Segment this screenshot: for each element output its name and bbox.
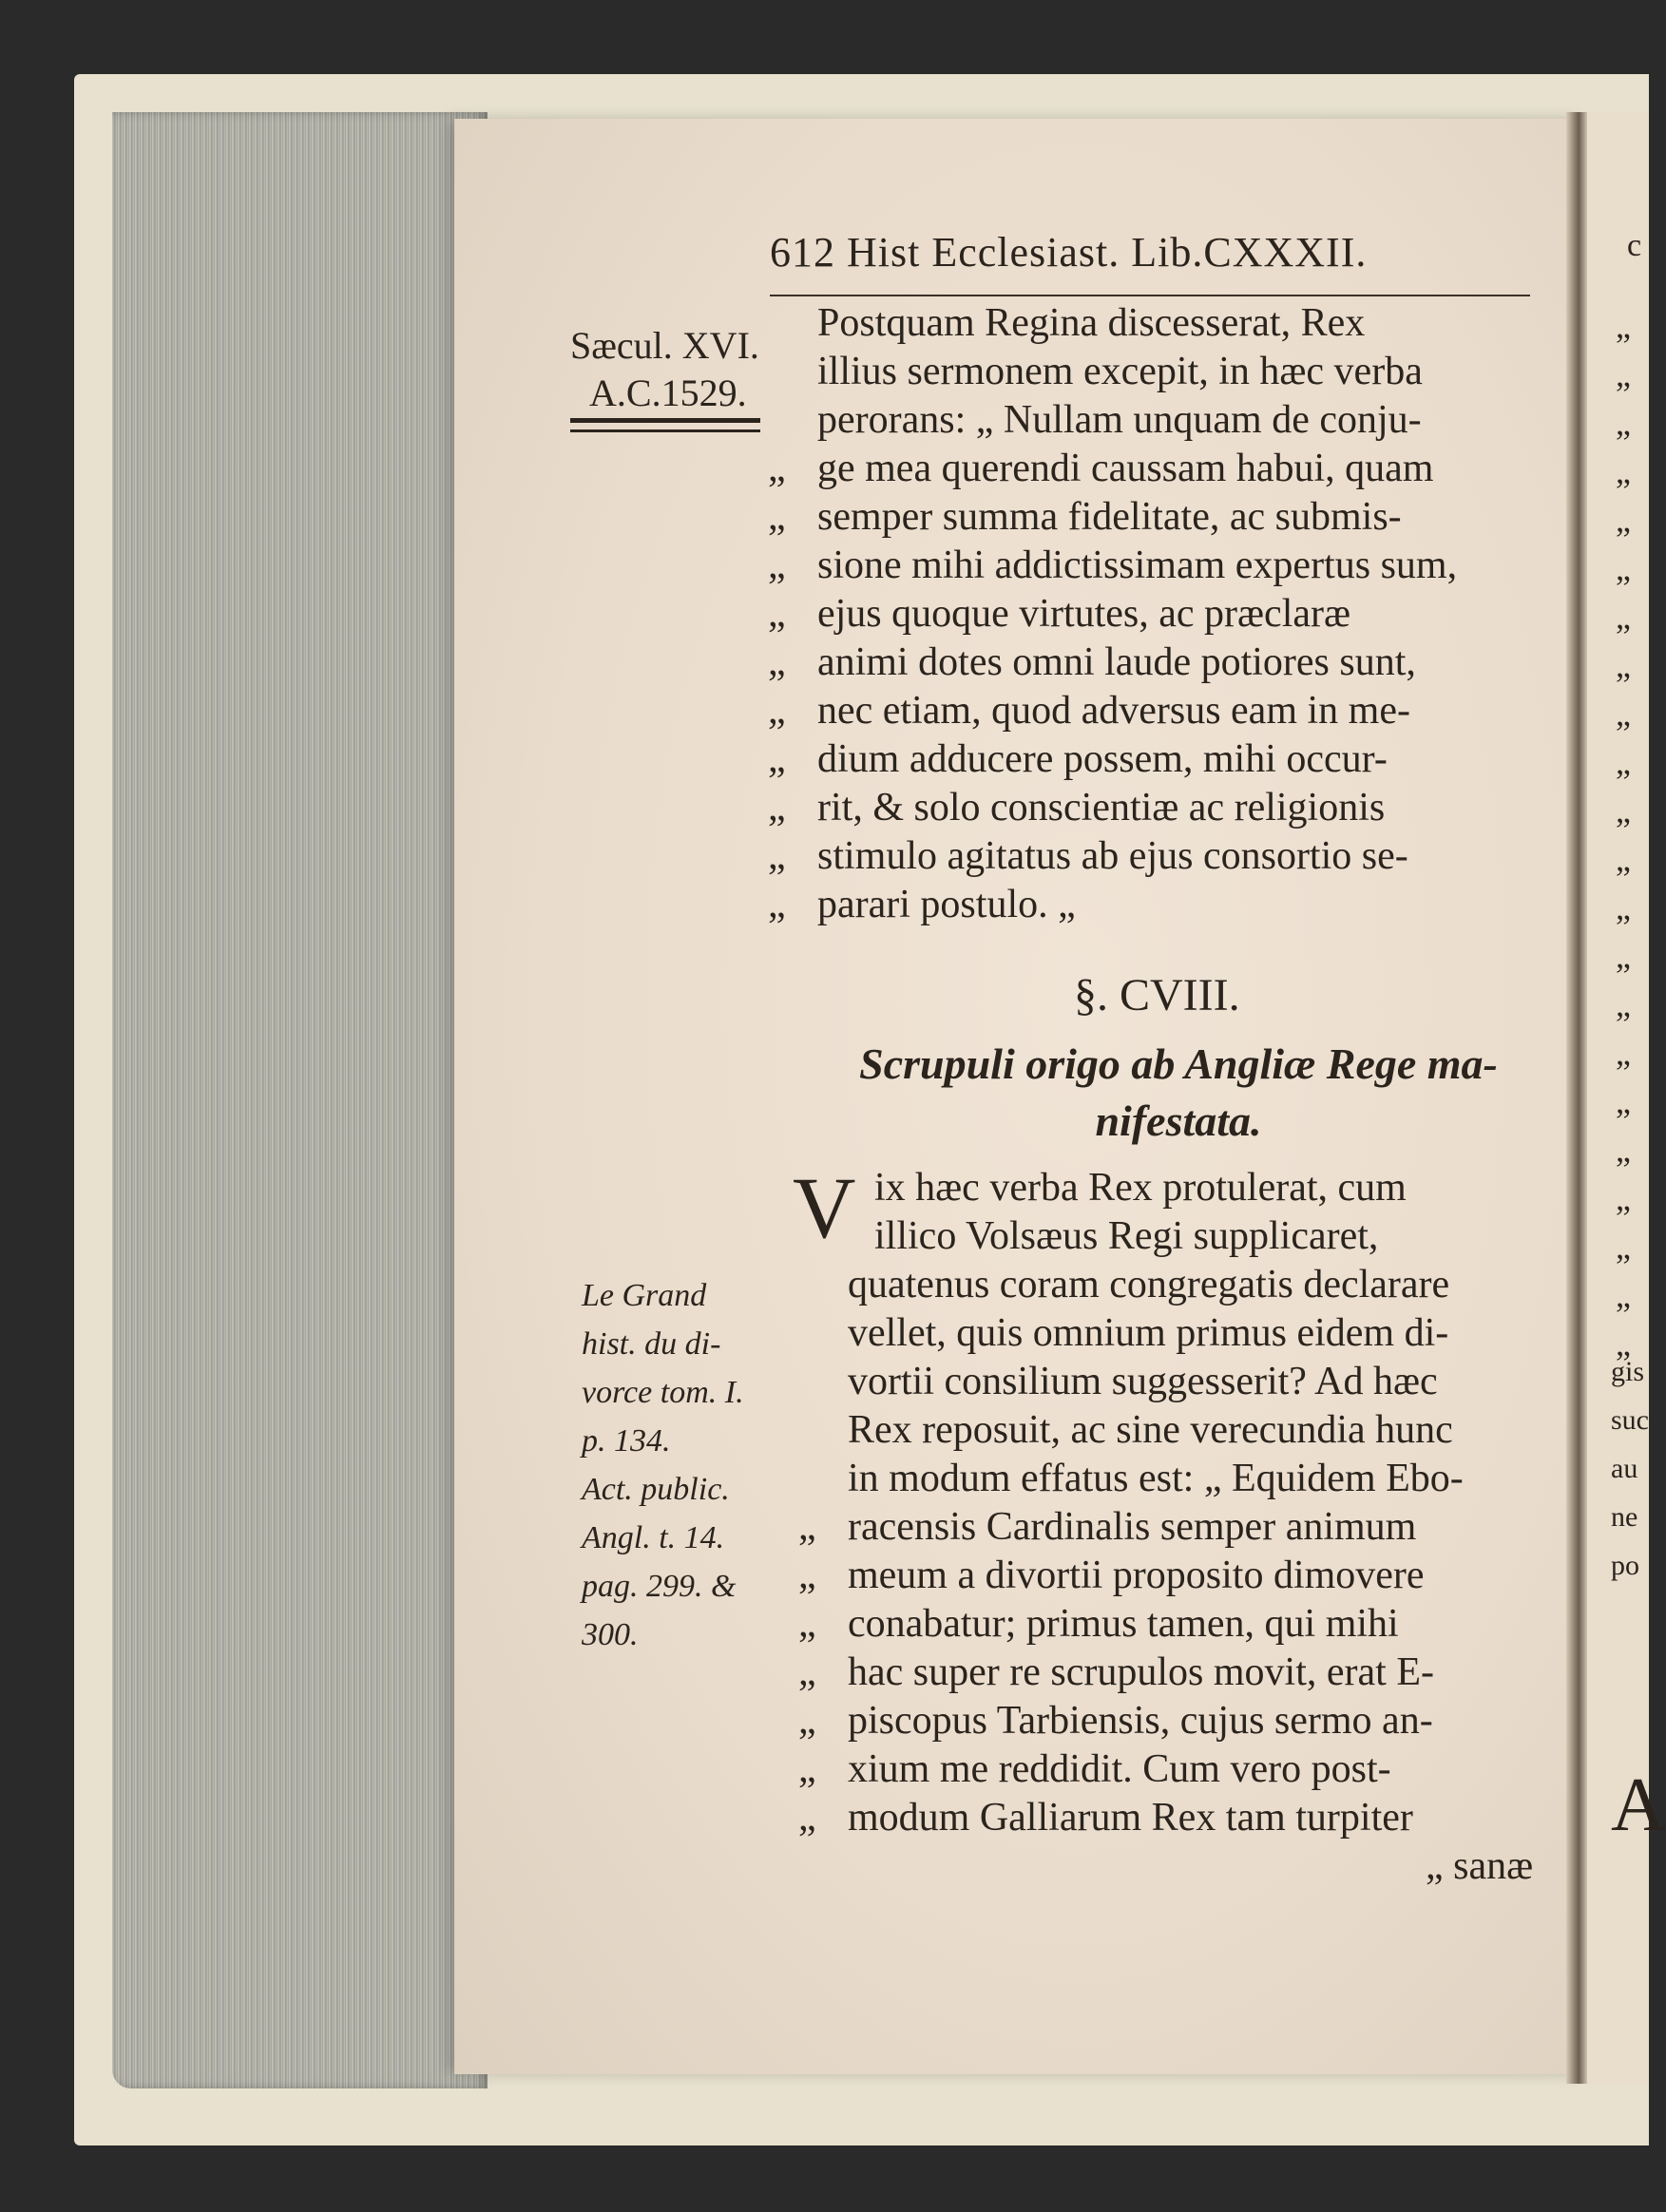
line-text: vellet, quis omnium primus eidem di- [848,1311,1449,1355]
line-text: meum a divortii proposito dimovere [848,1554,1425,1597]
quote-mark [798,1309,848,1358]
quote-mark: „ [1616,452,1631,490]
citation-line: Angl. t. 14. [582,1520,725,1555]
citation-line: vorce tom. I. [582,1375,744,1410]
text-line [798,1745,1559,1794]
word-fragment: au [1611,1453,1638,1484]
quote-mark: „ [1616,355,1631,393]
next-page-letter: A [1611,1764,1666,1847]
quote-mark: „ [768,543,786,587]
text-line [768,735,1547,784]
quote-mark: „ [1616,695,1631,733]
quote-mark [768,299,817,348]
quote-mark: „ [798,1796,816,1840]
line-text: hac super re scrupulos movit, erat E- [848,1650,1434,1694]
line-text: quatenus coram congregatis declarare [848,1263,1450,1306]
quote-mark: „ [1616,888,1631,926]
text-line [768,493,1547,542]
quote-mark [798,1455,848,1503]
text-line [768,396,1547,445]
quote-mark: „ [1616,985,1631,1023]
quote-mark: „ [798,1650,816,1694]
text-line: illico Volsæus Regi supplicaret, [874,1214,1379,1258]
citation-line: hist. du di- [582,1326,721,1362]
paragraph-1 [768,299,1547,929]
line-text: semper summa fidelitate, ac submis- [817,495,1402,539]
line-text: stimulo agitatus ab ejus consortio se- [817,834,1408,878]
quote-mark: „ [1616,598,1631,636]
line-text: piscopus Tarbiensis, cujus sermo an- [848,1699,1433,1743]
citation-line: Act. public. [582,1472,730,1507]
text-line [768,784,1547,832]
quote-mark: „ [768,834,786,878]
quote-mark [768,396,817,445]
citation-line: 300. [582,1617,639,1652]
quote-mark: „ [1616,1325,1631,1363]
quote-mark: „ [768,640,786,684]
line-text: rit, & solo conscientiæ ac religionis [817,786,1386,830]
running-header: 612 Hist Ecclesiast. Lib.CXXXII. [770,229,1368,276]
quote-mark: „ [1616,1131,1631,1169]
line-text: vortii consilium suggesserit? Ad hæc [848,1360,1438,1403]
quote-mark: „ [1616,404,1631,442]
quote-mark: „ [1616,646,1631,684]
line-text: in modum effatus est: „ Equidem Ebo- [848,1457,1464,1500]
line-text: xium me reddidit. Cum vero post- [848,1747,1391,1791]
text-line [768,639,1547,687]
word-fragment: ne [1611,1501,1638,1533]
quote-mark: „ [1616,1179,1631,1217]
quote-mark: „ [798,1505,816,1549]
next-page-header: c [1627,228,1642,263]
quote-mark: „ [768,883,786,926]
word-fragment: suc [1611,1404,1649,1436]
line-text: parari postulo. „ [817,883,1076,926]
quote-mark: „ [1616,501,1631,539]
drop-cap: V [793,1159,856,1256]
quote-mark: „ [798,1602,816,1646]
text-line [798,1406,1559,1455]
text-line [798,1649,1559,1697]
text-line [768,590,1547,639]
header-rule [770,295,1530,296]
text-line [798,1697,1559,1745]
next-page-words [1611,1347,1649,1590]
line-text: conabatur; primus tamen, qui mihi [848,1602,1399,1646]
book-gutter [1566,112,1587,2084]
line-text: dium adducere possem, mihi occur- [817,737,1388,781]
quote-mark: „ [1616,307,1631,345]
quote-mark: „ [798,1747,816,1791]
page-edges [112,112,488,2088]
quote-mark: „ [768,737,786,781]
margin-rule [570,418,760,423]
quote-mark: „ [1616,549,1631,587]
line-text: Rex reposuit, ac sine verecundia hunc [848,1408,1453,1452]
quote-mark: „ [798,1699,816,1743]
quote-mark: „ [1616,743,1631,781]
margin-citation [582,1271,744,1659]
quote-mark [798,1358,848,1406]
text-line [798,1503,1559,1552]
text-line [798,1261,1559,1309]
text-line [768,348,1547,396]
quote-mark: „ [798,1554,816,1597]
quote-mark: „ [768,495,786,539]
quote-mark [798,1261,848,1309]
line-text: ge mea querendi caussam habui, quam [817,447,1434,490]
quote-mark: „ [768,786,786,830]
line-text: modum Galliarum Rex tam turpiter [848,1796,1413,1840]
line-text: nec etiam, quod adversus eam in me- [817,689,1410,733]
paragraph-2 [798,1261,1559,1842]
word-fragment: po [1611,1550,1639,1581]
citation-line: p. 134. [582,1423,671,1459]
line-text: Postquam Regina discesserat, Rex [817,301,1366,345]
quote-mark: „ [768,689,786,733]
text-line [768,445,1547,493]
quote-mark [798,1406,848,1455]
catchword: „ sanæ [1426,1844,1534,1888]
line-text: animi dotes omni laude potiores sunt, [817,640,1416,684]
quote-mark: „ [1616,1082,1631,1120]
margin-year: A.C.1529. [589,372,747,414]
text-line [798,1552,1559,1600]
text-line [768,881,1547,929]
quote-mark: „ [1616,1276,1631,1314]
citation-line: pag. 299. & [582,1569,737,1604]
quote-mark: „ [1616,840,1631,878]
quote-mark: „ [1616,791,1631,830]
section-number: §. CVIII. [1074,970,1240,1020]
text-line [768,542,1547,590]
quote-mark [768,348,817,396]
quote-mark: „ [1616,937,1631,975]
section-title: Scrupuli origo ab Angliæ Rege ma- nifestata. [859,1039,1498,1145]
quote-mark: „ [1616,1034,1631,1072]
text-line [798,1794,1559,1842]
margin-rule [570,429,760,432]
citation-line: Le Grand [582,1278,707,1313]
text-line [798,1309,1559,1358]
text-line [798,1358,1559,1406]
line-text: ejus quoque virtutes, ac præclaræ [817,592,1351,636]
text-line: ix hæc verba Rex protulerat, cum [874,1166,1407,1210]
paragraph-2-opening [874,1164,1559,1261]
margin-seculum: Sæcul. XVI. [570,324,759,367]
line-text: illius sermonem excepit, in hæc verba [817,350,1423,393]
quote-mark: „ [1616,1228,1631,1266]
next-page-quote-marks [1616,302,1649,1368]
line-text: perorans: „ Nullam unquam de conju- [817,398,1422,442]
text-line [768,299,1547,348]
text-line [798,1455,1559,1503]
quote-mark: „ [768,592,786,636]
line-text: racensis Cardinalis semper animum [848,1505,1417,1549]
quote-mark: „ [768,447,786,490]
text-line [768,832,1547,881]
word-fragment: gis [1611,1356,1645,1387]
line-text: sione mihi addictissimam expertus sum, [817,543,1458,587]
text-line [798,1600,1559,1649]
text-line [768,687,1547,735]
